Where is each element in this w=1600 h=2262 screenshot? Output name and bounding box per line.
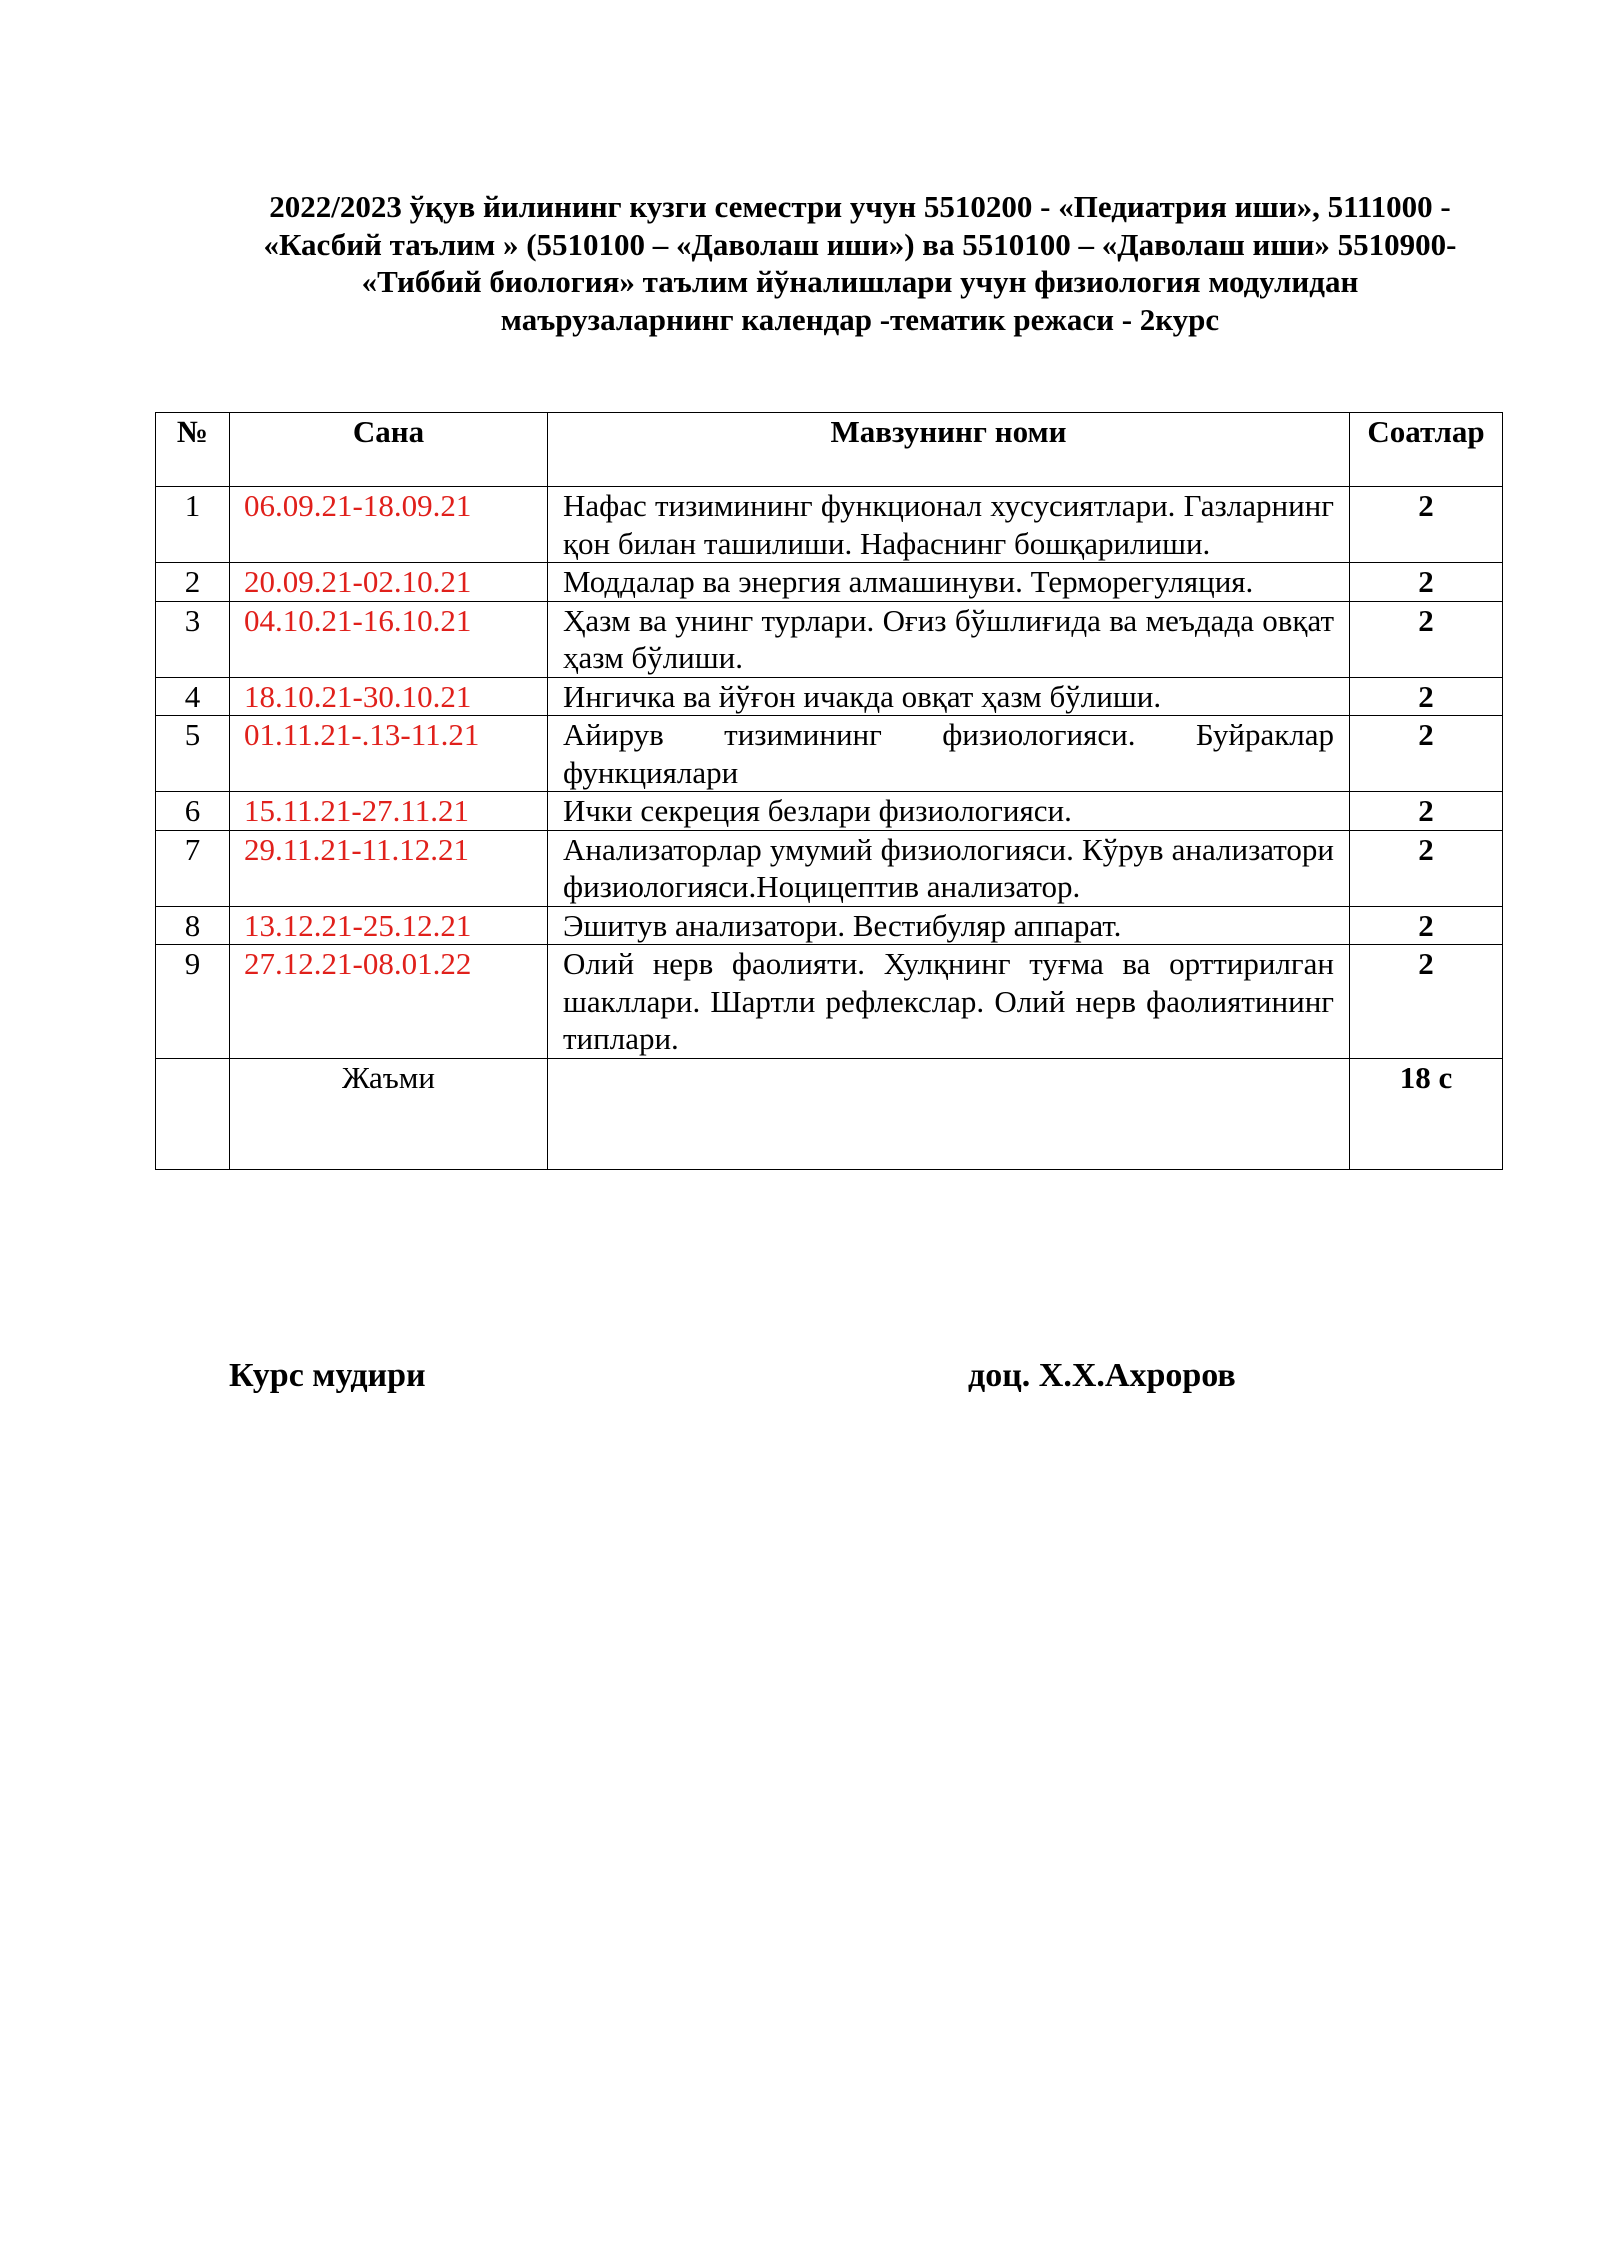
row-hours: 2 bbox=[1350, 830, 1503, 906]
row-number: 4 bbox=[156, 677, 230, 716]
header-topic: Мавзунинг номи bbox=[548, 413, 1350, 487]
table-row bbox=[156, 945, 1503, 1059]
row-hours: 2 bbox=[1350, 677, 1503, 716]
total-hours: 18 с bbox=[1350, 1058, 1503, 1169]
row-date: 06.09.21-18.09.21 bbox=[230, 487, 548, 563]
table-row bbox=[156, 601, 1503, 677]
table-row bbox=[156, 563, 1503, 602]
row-date: 20.09.21-02.10.21 bbox=[230, 563, 548, 602]
row-number: 2 bbox=[156, 563, 230, 602]
title-line: «Касбий таълим » (5510100 – «Даволаш иши») ва 5510100 – «Даволаш иши» 5510900- bbox=[263, 226, 1457, 262]
row-date: 18.10.21-30.10.21 bbox=[230, 677, 548, 716]
table-header-row bbox=[156, 413, 1503, 487]
table-row bbox=[156, 677, 1503, 716]
row-number: 5 bbox=[156, 716, 230, 792]
header-date: Сана bbox=[230, 413, 548, 487]
signature-position: Курс мудири bbox=[229, 1357, 426, 1394]
row-number: 3 bbox=[156, 601, 230, 677]
row-topic: Ички секреция безлари физиологияси. bbox=[548, 792, 1350, 831]
row-topic: Анализаторлар умумий физиологияси. Кўрув анализатори физиологияси.Ноцицептив анализатор. bbox=[548, 830, 1350, 906]
row-topic: Ингичка ва йўғон ичакда овқат ҳазм бўлиши. bbox=[548, 677, 1350, 716]
table-row bbox=[156, 716, 1503, 792]
header-hours: Соатлар bbox=[1350, 413, 1503, 487]
row-topic: Нафас тизимининг функционал хусусиятлари. Газларнинг қон билан ташилиши. Нафаснинг бошқарилиши. bbox=[548, 487, 1350, 563]
total-label: Жаъми bbox=[230, 1058, 548, 1169]
row-hours: 2 bbox=[1350, 792, 1503, 831]
row-hours: 2 bbox=[1350, 601, 1503, 677]
row-topic: Олий нерв фаолияти. Хулқнинг туғма ва орттирилган шакллари. Шартли рефлекслар. Олий нерв фаолиятининг типлари. bbox=[548, 945, 1350, 1059]
lecture-schedule-table bbox=[155, 412, 1503, 1170]
row-number: 6 bbox=[156, 792, 230, 831]
row-hours: 2 bbox=[1350, 563, 1503, 602]
row-number: 9 bbox=[156, 945, 230, 1059]
title-line: «Тиббий биология» таълим йўналишлари учун физиология модулидан bbox=[361, 264, 1359, 299]
row-date: 13.12.21-25.12.21 bbox=[230, 906, 548, 945]
row-date: 04.10.21-16.10.21 bbox=[230, 601, 548, 677]
header-number: № bbox=[156, 413, 230, 487]
title-line: маърузаларнинг календар -тематик режаси - 2курс bbox=[500, 301, 1220, 337]
document-title bbox=[215, 188, 1505, 338]
row-number: 7 bbox=[156, 830, 230, 906]
title-line: 2022/2023 ўқув йилининг кузги семестри учун 5510200 - «Педиатрия иши», 5111000 - bbox=[269, 189, 1451, 224]
table-row bbox=[156, 830, 1503, 906]
row-number: 1 bbox=[156, 487, 230, 563]
row-number: 8 bbox=[156, 906, 230, 945]
row-topic: Айирув тизимининг физиологияси. Буйраклар функциялари bbox=[548, 716, 1350, 792]
row-hours: 2 bbox=[1350, 945, 1503, 1059]
row-hours: 2 bbox=[1350, 716, 1503, 792]
row-date: 15.11.21-27.11.21 bbox=[230, 792, 548, 831]
total-empty-cell bbox=[156, 1058, 230, 1169]
table-row bbox=[156, 792, 1503, 831]
row-hours: 2 bbox=[1350, 487, 1503, 563]
row-date: 01.11.21-.13-11.21 bbox=[230, 716, 548, 792]
table-total-row bbox=[156, 1058, 1503, 1169]
row-hours: 2 bbox=[1350, 906, 1503, 945]
row-topic: Эшитув анализатори. Вестибуляр аппарат. bbox=[548, 906, 1350, 945]
total-empty-cell bbox=[548, 1058, 1350, 1169]
row-date: 27.12.21-08.01.22 bbox=[230, 945, 548, 1059]
row-date: 29.11.21-11.12.21 bbox=[230, 830, 548, 906]
signature-name: доц. Х.Х.Ахроров bbox=[968, 1357, 1236, 1394]
row-topic: Моддалар ва энергия алмашинуви. Терморегуляция. bbox=[548, 563, 1350, 602]
row-topic: Ҳазм ва унинг турлари. Оғиз бўшлиғида ва меъдада овқат ҳазм бўлиши. bbox=[548, 601, 1350, 677]
table-row bbox=[156, 906, 1503, 945]
table-row bbox=[156, 487, 1503, 563]
